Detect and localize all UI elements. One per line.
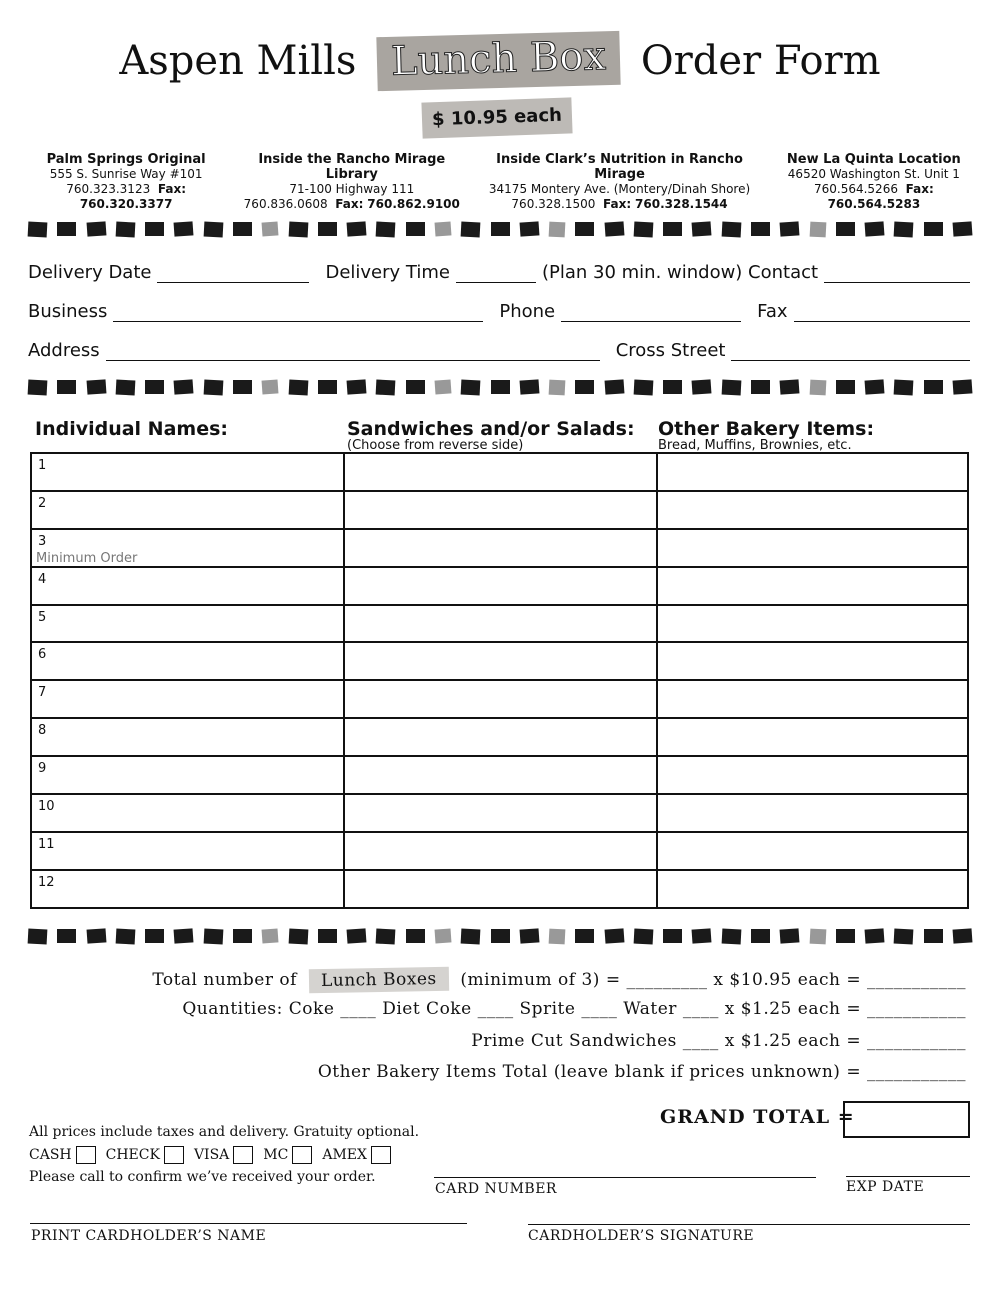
divider-block: [549, 928, 566, 944]
divider-block: [115, 379, 135, 395]
divider-block: [376, 928, 396, 944]
sandwich-cell[interactable]: [344, 794, 657, 832]
divider-block: [203, 928, 223, 944]
divider-block: [721, 379, 741, 395]
divider-block: [575, 222, 594, 236]
divider-block: [262, 928, 279, 943]
order-row: [31, 453, 968, 491]
divider-block: [174, 221, 194, 236]
order-row: [31, 491, 968, 529]
divider-block: [318, 222, 337, 236]
divider-block: [836, 222, 855, 236]
divider-block: [461, 221, 481, 237]
location-clarks-nutrition: [471, 152, 767, 212]
cardholder-signature-label: CARDHOLDER’S SIGNATURE: [528, 1228, 755, 1244]
divider-block: [461, 928, 481, 944]
bakery-total-row[interactable]: Other Bakery Items Total (leave blank if prices unknown) = ___________: [317, 1062, 966, 1082]
divider-block: [86, 379, 106, 394]
divider-block: [865, 928, 885, 943]
divider-block: [233, 929, 252, 943]
mc-checkbox[interactable]: [292, 1146, 312, 1164]
divider-block: [28, 928, 48, 944]
bakery-subtitle: Bread, Muffins, Brownies, etc.: [658, 438, 852, 453]
bakery-cell[interactable]: [657, 642, 968, 680]
lunch-total-suffix: (minimum of 3) = _________ x $10.95 each = ___________: [460, 970, 966, 990]
divider-block: [751, 380, 770, 394]
divider-block: [491, 929, 510, 943]
divider-block: [406, 380, 425, 394]
divider-block: [721, 928, 741, 944]
divider-block: [406, 222, 425, 236]
divider-block: [549, 221, 566, 237]
names-column-header: Individual Names:: [35, 418, 228, 440]
bakery-cell[interactable]: [657, 491, 968, 529]
divider-block: [953, 221, 973, 236]
bakery-cell[interactable]: [657, 832, 968, 870]
sandwich-cell[interactable]: [344, 567, 657, 605]
locations: [20, 152, 980, 212]
location-name: Palm Springs Original: [46, 152, 206, 167]
sandwiches-column-header: [347, 418, 635, 452]
cross-street-field[interactable]: [731, 343, 970, 361]
divider-block: [519, 928, 539, 943]
row-number: 1: [38, 458, 47, 473]
delivery-time-label: Delivery Time: [325, 262, 450, 283]
payment-label: MC: [263, 1147, 289, 1163]
divider-block: [865, 379, 885, 394]
exp-date-label: EXP DATE: [846, 1179, 925, 1195]
divider-block: [233, 222, 252, 236]
divider-block: [953, 928, 973, 943]
check-checkbox[interactable]: [164, 1146, 184, 1164]
divider-block: [692, 221, 712, 236]
bakery-cell[interactable]: [657, 605, 968, 643]
payment-label: CASH: [29, 1147, 72, 1163]
divider-block: [519, 379, 539, 394]
card-number-label: CARD NUMBER: [435, 1181, 557, 1197]
location-phone: 760.328.1500: [511, 197, 596, 211]
name-cell[interactable]: [31, 567, 344, 605]
row-number: 11: [38, 836, 55, 852]
divider-block: [604, 379, 624, 394]
bakery-title: Other Bakery Items:: [658, 418, 875, 440]
address-field[interactable]: [106, 343, 600, 361]
divider-block: [262, 379, 279, 394]
payment-label: CHECK: [105, 1147, 160, 1163]
divider-block: [376, 221, 396, 237]
sandwich-cell[interactable]: [344, 756, 657, 794]
payment-option-check[interactable]: [106, 1146, 184, 1164]
order-row: [31, 567, 968, 605]
delivery-time-field[interactable]: [456, 265, 536, 283]
divider-block: [836, 380, 855, 394]
row-number: 10: [38, 799, 55, 815]
location-address: 555 S. Sunrise Way #101: [49, 167, 203, 181]
divider-block: [491, 380, 510, 394]
bakery-cell[interactable]: [657, 567, 968, 605]
order-row: [31, 756, 968, 794]
row-number: 8: [38, 723, 47, 739]
sandwich-cell[interactable]: [344, 718, 657, 756]
location-rancho-mirage-library: [232, 152, 471, 212]
divider-block: [924, 222, 943, 236]
divider-block: [347, 221, 367, 236]
divider-block: [575, 380, 594, 394]
divider-block: [663, 222, 682, 236]
location-phone: 760.836.0608: [243, 197, 328, 211]
cardholder-name-line[interactable]: [30, 1223, 467, 1224]
name-cell[interactable]: [31, 832, 344, 870]
divider-block: [376, 379, 396, 395]
divider-block: [145, 380, 164, 394]
name-cell[interactable]: [31, 680, 344, 718]
divider-block: [174, 928, 194, 943]
divider-block: [145, 929, 164, 943]
sandwich-cell[interactable]: [344, 529, 657, 567]
divider-block: [836, 929, 855, 943]
sandwich-cell[interactable]: [344, 605, 657, 643]
order-row: [31, 680, 968, 718]
bakery-cell[interactable]: [657, 680, 968, 718]
business-label: Business: [28, 301, 108, 322]
payment-option-visa[interactable]: [194, 1146, 253, 1164]
payment-label: VISA: [193, 1147, 230, 1163]
divider-block: [57, 222, 76, 236]
location-address: 34175 Montery Ave. (Montery/Dinah Shore): [488, 182, 751, 196]
name-cell[interactable]: [31, 491, 344, 529]
divider-block: [233, 380, 252, 394]
location-fax: 760.564.5283: [827, 197, 921, 211]
divider-block: [434, 379, 451, 394]
divider-block: [347, 928, 367, 943]
cardholder-signature-line[interactable]: [528, 1224, 970, 1225]
fax-label: Fax:: [157, 182, 186, 196]
grand-total-label: GRAND TOTAL =: [660, 1106, 855, 1128]
divider-block: [751, 929, 770, 943]
divider-block: [692, 379, 712, 394]
divider-block: [894, 221, 914, 237]
divider-block: [575, 929, 594, 943]
divider-block: [174, 379, 194, 394]
location-fax: 760.328.1544: [635, 197, 728, 211]
divider-block: [549, 379, 566, 395]
name-cell[interactable]: [31, 642, 344, 680]
divider-block: [203, 379, 223, 395]
divider-block: [203, 221, 223, 237]
row-number: 9: [38, 761, 47, 777]
sandwiches-title: Sandwiches and/or Salads:: [347, 418, 635, 440]
address-label: Address: [28, 340, 100, 361]
divider-block: [28, 379, 48, 395]
divider-block: [780, 928, 800, 943]
divider-block: [434, 928, 451, 943]
cross-street-label: Cross Street: [615, 340, 726, 361]
cardholder-name-label: PRINT CARDHOLDER’S NAME: [31, 1228, 267, 1244]
form-title: [0, 34, 1000, 88]
divider-block: [461, 379, 481, 395]
cash-checkbox[interactable]: [76, 1146, 96, 1164]
divider-block: [28, 221, 48, 237]
decorative-divider: [28, 377, 972, 397]
divider-block: [262, 221, 279, 236]
bakery-cell[interactable]: [657, 870, 968, 908]
sandwich-cell[interactable]: [344, 680, 657, 718]
order-row: [31, 870, 968, 908]
divider-block: [115, 928, 135, 944]
drink-quantities-row[interactable]: Quantities: Coke ____ Diet Coke ____ Sprite ____ Water ____ x $1.25 each = ___________: [182, 999, 966, 1019]
bakery-cell[interactable]: [657, 718, 968, 756]
card-number-line[interactable]: [434, 1177, 816, 1178]
name-cell[interactable]: [31, 718, 344, 756]
fax-label: Fax: [757, 301, 788, 322]
lunch-boxes-tag: Lunch Boxes: [309, 967, 449, 993]
order-row: [31, 832, 968, 870]
location-name: Inside Clark’s Nutrition in Rancho Mirage: [496, 152, 743, 182]
delivery-date-label: Delivery Date: [28, 262, 152, 283]
location-phone: 760.564.5266: [813, 182, 898, 196]
divider-block: [318, 380, 337, 394]
divider-block: [491, 222, 510, 236]
sandwiches-subtitle: (Choose from reverse side): [347, 438, 524, 453]
row-number: 7: [38, 685, 47, 701]
location-fax: 760.862.9100: [367, 197, 460, 211]
payment-label: AMEX: [322, 1147, 367, 1163]
delivery-row: [28, 262, 970, 283]
divider-block: [809, 221, 826, 237]
order-row: [31, 529, 968, 567]
divider-block: [145, 222, 164, 236]
divider-block: [780, 379, 800, 394]
title-lunch-box-tag: Lunch Box: [376, 31, 620, 91]
business-field[interactable]: [113, 304, 483, 322]
phone-field[interactable]: [561, 304, 741, 322]
title-suffix: Order Form: [640, 38, 881, 84]
title-prefix: Aspen Mills: [119, 38, 357, 84]
location-fax: 760.320.3377: [79, 197, 173, 211]
divider-block: [865, 221, 885, 236]
location-name: New La Quinta Location: [786, 152, 961, 167]
divider-block: [634, 928, 654, 944]
divider-block: [894, 928, 914, 944]
row-number: 5: [38, 609, 47, 625]
payment-options: [29, 1146, 401, 1164]
row-number: 12: [38, 874, 55, 890]
divider-block: [663, 929, 682, 943]
visa-checkbox[interactable]: [233, 1146, 253, 1164]
divider-block: [809, 928, 826, 944]
confirm-note: Please call to confirm we’ve received your order.: [29, 1169, 376, 1185]
divider-block: [604, 928, 624, 943]
name-cell[interactable]: [31, 756, 344, 794]
divider-block: [318, 929, 337, 943]
payment-option-cash[interactable]: [29, 1146, 96, 1164]
sandwich-cell[interactable]: [344, 642, 657, 680]
divider-block: [519, 221, 539, 236]
order-row: [31, 642, 968, 680]
divider-block: [894, 379, 914, 395]
prime-cut-row[interactable]: Prime Cut Sandwiches ____ x $1.25 each = ___________: [471, 1031, 966, 1051]
minimum-order-note: Minimum Order: [36, 551, 138, 566]
divider-block: [692, 928, 712, 943]
row-number: 2: [38, 495, 47, 511]
divider-block: [288, 928, 308, 944]
divider-block: [406, 929, 425, 943]
fax-label: Fax:: [335, 197, 364, 211]
divider-block: [434, 221, 451, 236]
sandwich-cell[interactable]: [344, 453, 657, 491]
divider-block: [57, 929, 76, 943]
payment-option-mc[interactable]: [263, 1146, 312, 1164]
bakery-cell[interactable]: [657, 794, 968, 832]
delivery-date-field[interactable]: [157, 265, 309, 283]
prices-note: All prices include taxes and delivery. Gratuity optional.: [29, 1124, 420, 1140]
business-row: [28, 301, 970, 322]
divider-block: [663, 380, 682, 394]
row-number: 6: [38, 647, 47, 663]
name-cell[interactable]: [31, 794, 344, 832]
lunch-total-prefix: Total number of: [152, 970, 297, 990]
fax-label: Fax:: [905, 182, 934, 196]
location-palm-springs: [20, 152, 232, 212]
fax-label: Fax:: [603, 197, 632, 211]
address-row: [28, 340, 970, 361]
divider-block: [347, 379, 367, 394]
window-note-label: (Plan 30 min. window) Contact: [541, 262, 819, 283]
divider-block: [953, 379, 973, 394]
sandwich-cell[interactable]: [344, 832, 657, 870]
order-grid: [30, 452, 969, 909]
sandwich-cell[interactable]: [344, 491, 657, 529]
name-cell[interactable]: [31, 453, 344, 491]
contact-field[interactable]: [824, 265, 970, 283]
divider-block: [751, 222, 770, 236]
decorative-divider: [28, 926, 972, 946]
order-row: [31, 794, 968, 832]
price-tag: $ 10.95 each: [421, 97, 572, 138]
divider-block: [809, 379, 826, 395]
exp-date-line[interactable]: [846, 1176, 970, 1177]
location-address: 71-100 Highway 111: [289, 182, 415, 196]
divider-block: [86, 221, 106, 236]
location-name: Inside the Rancho Mirage Library: [258, 152, 446, 182]
divider-block: [115, 221, 135, 237]
row-number: 4: [38, 571, 47, 587]
name-cell[interactable]: [31, 870, 344, 908]
order-row: [31, 605, 968, 643]
name-cell[interactable]: [31, 605, 344, 643]
divider-block: [634, 379, 654, 395]
divider-block: [288, 221, 308, 237]
bakery-column-header: [658, 418, 874, 452]
divider-block: [780, 221, 800, 236]
fax-field[interactable]: [794, 304, 970, 322]
divider-block: [86, 928, 106, 943]
decorative-divider: [28, 219, 972, 239]
divider-block: [721, 221, 741, 237]
bakery-cell[interactable]: [657, 529, 968, 567]
row-number: 3: [38, 533, 47, 549]
payment-option-amex[interactable]: [322, 1146, 391, 1164]
lunch-box-total-row[interactable]: [0, 968, 966, 992]
amex-checkbox[interactable]: [371, 1146, 391, 1164]
divider-block: [288, 379, 308, 395]
divider-block: [924, 929, 943, 943]
divider-block: [924, 380, 943, 394]
location-phone: 760.323.3123: [66, 182, 151, 196]
location-la-quinta: [768, 152, 980, 212]
bakery-cell[interactable]: [657, 756, 968, 794]
bakery-cell[interactable]: [657, 453, 968, 491]
minimum-order-line: [36, 566, 951, 568]
sandwich-cell[interactable]: [344, 870, 657, 908]
order-row: [31, 718, 968, 756]
divider-block: [57, 380, 76, 394]
grand-total-box[interactable]: [843, 1101, 970, 1138]
phone-label: Phone: [499, 301, 556, 322]
divider-block: [634, 221, 654, 237]
location-address: 46520 Washington St. Unit 1: [787, 167, 960, 181]
divider-block: [604, 221, 624, 236]
